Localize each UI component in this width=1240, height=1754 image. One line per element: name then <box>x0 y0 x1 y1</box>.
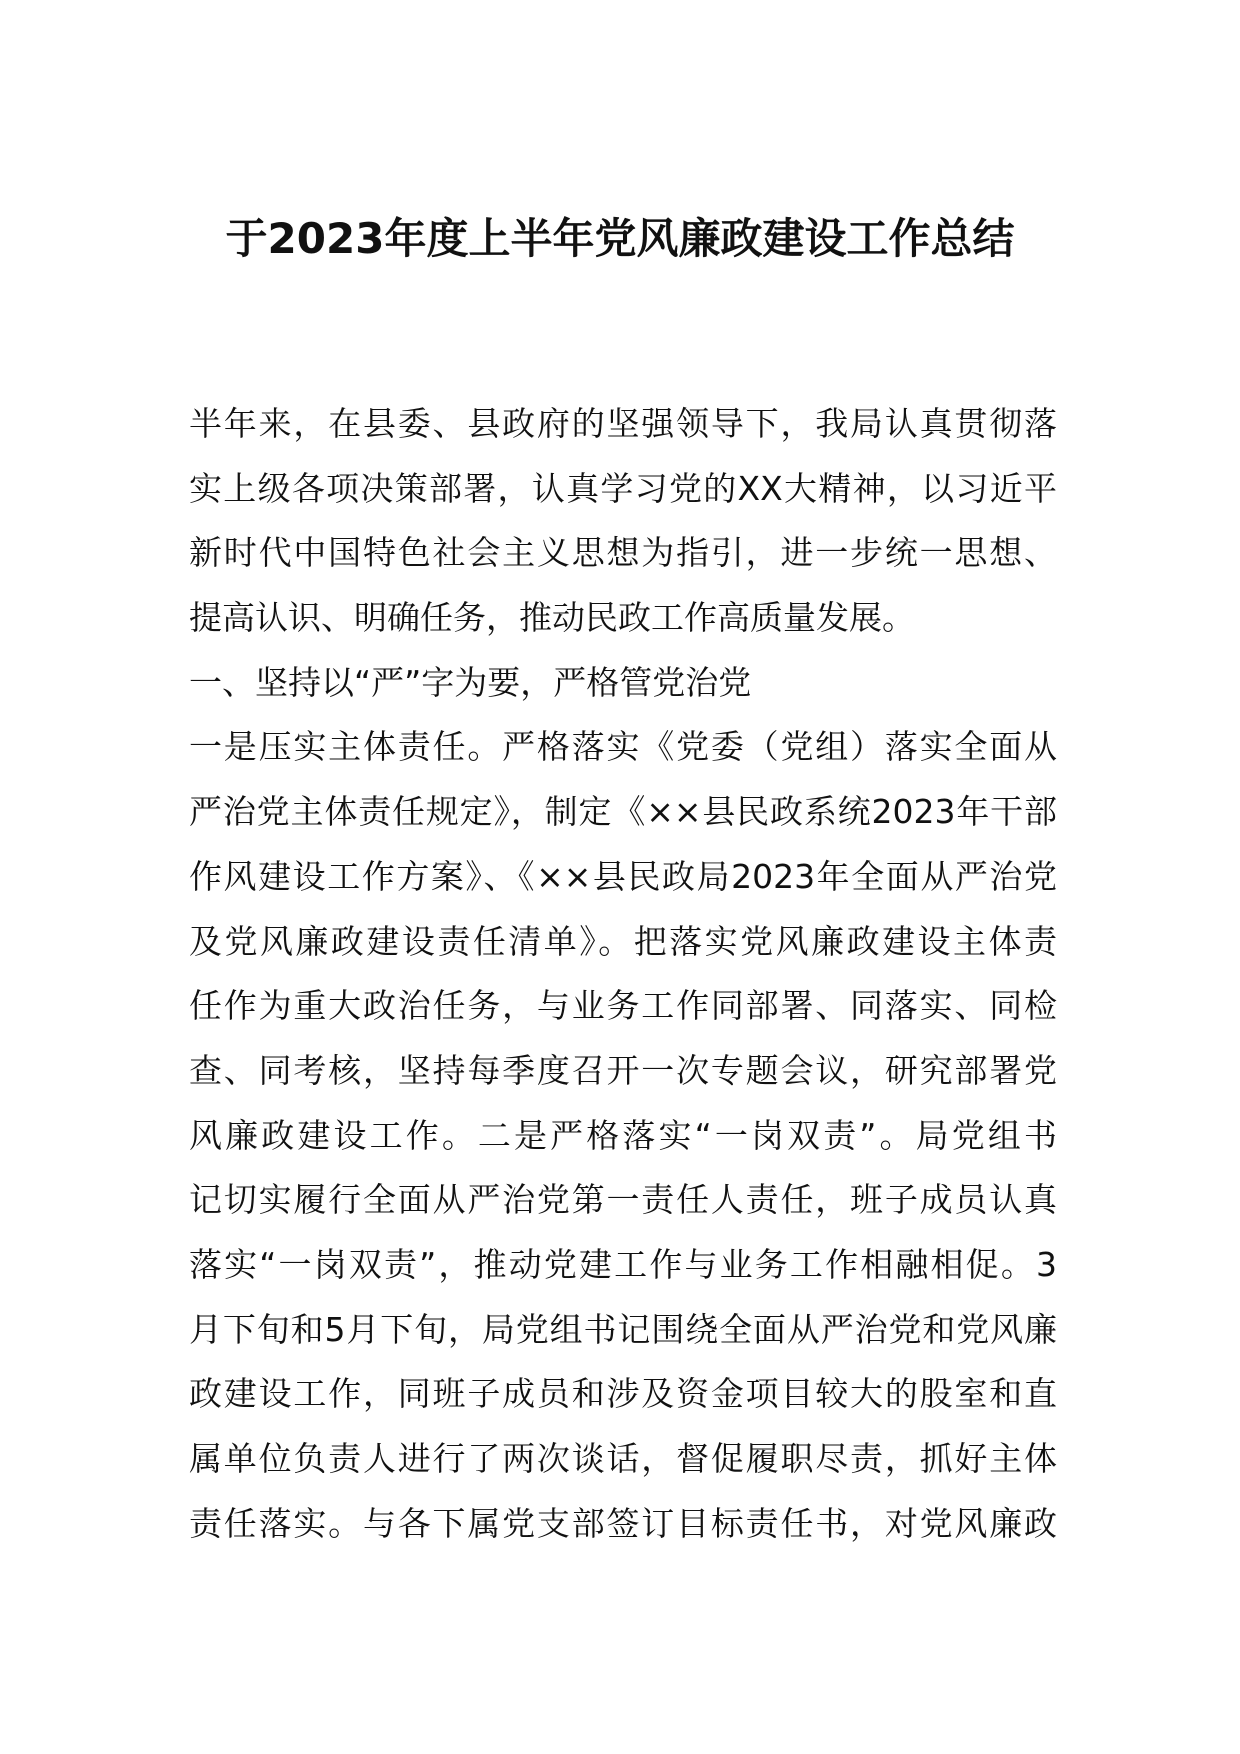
document-title: 于2023年度上半年党风廉政建设工作总结 <box>225 214 1015 263</box>
body-line: 属单位负责人进行了两次谈话，督促履职尽责，抓好主体 <box>189 1439 1057 1478</box>
section-heading: 一、坚持以“严”字为要，严格管党治党 <box>189 662 752 702</box>
body-line: 严治党主体责任规定》，制定《××县民政系统2023年干部 <box>189 792 1057 832</box>
document-body <box>189 392 1057 1556</box>
body-line: 风廉政建设工作。二是严格落实“一岗双责”。局党组书 <box>189 1115 1057 1155</box>
body-line: 查、同考核，坚持每季度召开一次专题会议，研究部署党 <box>189 1050 1057 1090</box>
body-line: 落实“一岗双责”，推动党建工作与业务工作相融相促。3 <box>189 1244 1057 1284</box>
body-line: 记切实履行全面从严治党第一责任人责任，班子成员认真 <box>189 1180 1057 1220</box>
body-line: 新时代中国特色社会主义思想为指引，进一步统一思想、 <box>189 533 1057 573</box>
body-line: 半年来，在县委、县政府的坚强领导下，我局认真贯彻落 <box>189 404 1057 443</box>
body-line: 月下旬和5月下旬，局党组书记围绕全面从严治党和党风廉 <box>189 1309 1057 1349</box>
body-line: 作风建设工作方案》、《××县民政局2023年全面从严治党 <box>189 856 1057 896</box>
body-line: 一是压实主体责任。严格落实《党委（党组）落实全面从 <box>189 727 1057 767</box>
body-line: 责任落实。与各下属党支部签订目标责任书，对党风廉政 <box>189 1503 1057 1543</box>
body-line: 任作为重大政治任务，与业务工作同部署、同落实、同检 <box>189 986 1057 1026</box>
body-line: 提高认识、明确任务，推动民政工作高质量发展。 <box>189 598 915 638</box>
body-line: 实上级各项决策部署，认真学习党的XX大精神，以习近平 <box>189 468 1057 508</box>
body-line: 及党风廉政建设责任清单》。把落实党风廉政建设主体责 <box>189 921 1057 961</box>
body-line: 政建设工作，同班子成员和涉及资金项目较大的股室和直 <box>189 1374 1057 1414</box>
